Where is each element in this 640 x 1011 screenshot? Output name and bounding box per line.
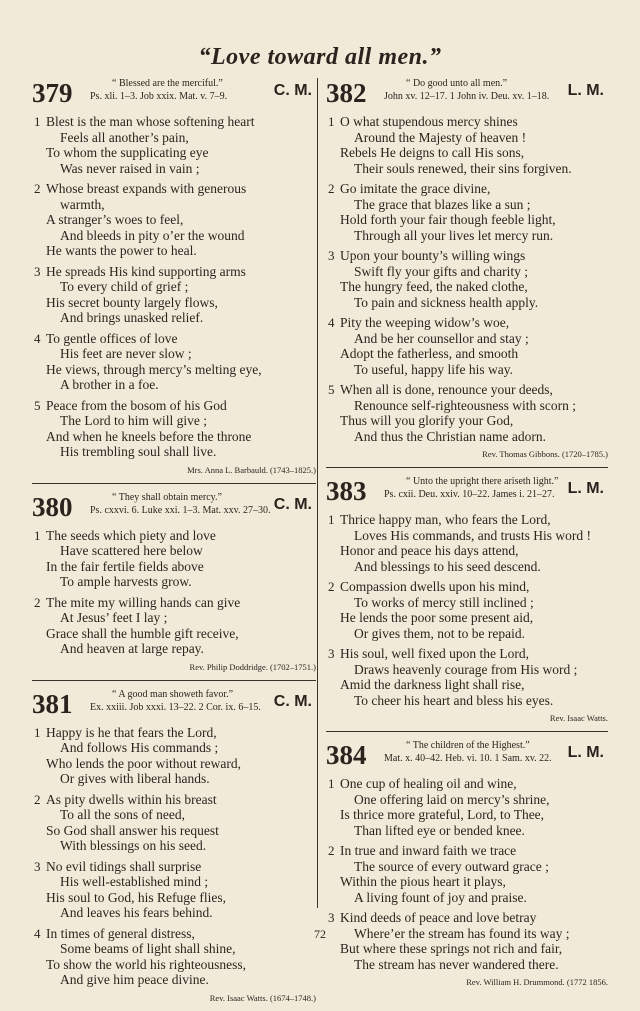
verse-line: Kind deeds of peace and love betray — [340, 910, 537, 925]
hymn-meter: L. M. — [567, 744, 604, 761]
verse-line: Is thrice more grateful, Lord, to Thee, — [340, 807, 545, 822]
hymn-author: Rev. Thomas Gibbons. (1720–1785.) — [482, 449, 608, 459]
hymn-header — [326, 78, 608, 114]
verse-number: 3 — [34, 858, 41, 874]
verse-number: 4 — [34, 925, 41, 941]
verse-number: 1 — [328, 776, 335, 791]
left-column — [32, 78, 316, 1011]
verse-line: The grace that blazes like a sun ; — [354, 196, 531, 212]
verse-line: A living fount of joy and praise. — [354, 889, 527, 905]
hymn — [32, 689, 316, 1003]
verse — [32, 331, 316, 393]
hymn-header — [326, 476, 608, 512]
verse-number: 1 — [34, 527, 41, 543]
verse-line: In the fair fertile fields above — [46, 558, 204, 574]
hymn-scripture-refs: Mat. x. 40–42. Heb. vi. 10. 1 Sam. xv. 22. — [384, 753, 552, 764]
verse-line: He wants the power to heal. — [46, 243, 197, 258]
verse-line: Or gives them, not to be repaid. — [354, 625, 525, 641]
verse-line: Swift fly your gifts and charity ; — [354, 263, 528, 279]
verse-line: To cheer his heart and bless his eyes. — [354, 692, 554, 708]
verse-line: Happy is he that fears the Lord, — [46, 724, 217, 740]
hymn-author: Rev. Isaac Watts. (1674–1748.) — [209, 992, 316, 1003]
verse-line: His soul, well fixed upon the Lord, — [340, 646, 529, 661]
verse-number: 4 — [34, 330, 41, 346]
hymn-title: “ The children of the Highest.” — [406, 740, 530, 751]
verse-line: Feels all another’s pain, — [60, 129, 189, 145]
verse-line: Loves His commands, and trusts His word ! — [354, 527, 591, 543]
verse-number: 2 — [328, 181, 335, 196]
verse-line: And thus the Christian name adorn. — [354, 428, 546, 444]
verse-line: And blessings to his seed descend. — [354, 558, 541, 574]
verse-line: Where’er the stream has found its way ; — [354, 925, 570, 941]
verse-number: 1 — [328, 512, 335, 527]
verse-line: One cup of healing oil and wine, — [340, 776, 517, 791]
verse-line: Compassion dwells upon his mind, — [340, 579, 530, 594]
verse-line: Or gives with liberal hands. — [60, 771, 210, 786]
verse-line: Around the Majesty of heaven ! — [354, 129, 527, 145]
verse-line: To pain and sickness health apply. — [354, 294, 539, 310]
verse-line: His well-established mind ; — [60, 874, 209, 889]
verse-line: Who lends the poor without reward, — [46, 755, 241, 771]
verse-number: 1 — [34, 114, 41, 129]
verse-line: But where these springs not rich and fair, — [340, 941, 563, 956]
verse-line: The hungry feed, the naked clothe, — [340, 279, 528, 294]
verse-line: And heaven at large repay. — [60, 641, 204, 656]
hymn-scripture-refs: Ps. xli. 1–3. Job xxix. Mat. v. 7–9. — [90, 91, 228, 102]
verse-line: Pity the weeping widow’s woe, — [340, 315, 510, 330]
verse-line: Thus will you glorify your God, — [340, 413, 514, 428]
verse-line: To gentle offices of love — [46, 330, 178, 346]
hymn-separator — [326, 731, 608, 732]
verse-line: Rebels He deigns to call His sons, — [340, 145, 525, 160]
verse-line: Upon your bounty’s willing wings — [340, 248, 526, 263]
verse-number: 4 — [328, 315, 335, 330]
hymn-number: 382 — [326, 78, 367, 108]
hymn-scripture-refs: Ps. cxxvi. 6. Luke xxi. 1–3. Mat. xxv. 27–30. — [90, 504, 271, 516]
hymn-number: 379 — [32, 78, 73, 108]
hymn-title: “ They shall obtain mercy.” — [112, 491, 222, 503]
verse-line: And give him peace divine. — [60, 972, 209, 987]
verse-line: The seeds which piety and love — [46, 527, 216, 543]
verse-line: His trembling soul shall live. — [60, 444, 217, 459]
verse-line: Grace shall the humble gift receive, — [46, 625, 239, 641]
verse-line: The stream has never wandered there. — [354, 956, 559, 972]
hymn-meter: C. M. — [273, 82, 312, 99]
verse-line: And bleeds in pity o’er the wound — [60, 227, 245, 243]
verse-number: 2 — [34, 594, 41, 610]
verse — [326, 382, 608, 444]
hymn-header — [32, 78, 316, 114]
verse-number: 2 — [328, 843, 335, 858]
verse-number: 1 — [34, 724, 41, 740]
verse — [32, 114, 316, 176]
verse — [32, 792, 316, 854]
verse — [32, 398, 316, 460]
verse-line: When all is done, renounce your deeds, — [340, 382, 553, 397]
verse-line: Thrice happy man, who fears the Lord, — [340, 512, 551, 527]
verse-number: 5 — [328, 382, 335, 397]
verse-line: To whom the supplicating eye — [46, 145, 209, 160]
verse — [326, 579, 608, 641]
verse-line: In true and inward faith we trace — [340, 843, 517, 858]
hymn-separator — [32, 680, 316, 681]
verse-line: To every child of grief ; — [60, 279, 189, 294]
verse-line: Blest is the man whose softening heart — [46, 114, 255, 129]
verse-line: Honor and peace his days attend, — [340, 543, 519, 558]
verse-line: A brother in a foe. — [60, 377, 159, 392]
verse-line: No evil tidings shall surprise — [46, 858, 202, 874]
right-column — [326, 78, 608, 995]
verse-number: 2 — [328, 579, 335, 594]
hymn-number: 383 — [326, 476, 367, 506]
verse — [326, 315, 608, 377]
verse — [326, 843, 608, 905]
hymn-meter: C. M. — [273, 495, 312, 513]
hymn-scripture-refs: John xv. 12–17. 1 John iv. Deu. xv. 1–18. — [384, 91, 550, 102]
verse-line: Than lifted eye or bended knee. — [354, 822, 525, 838]
verse-line: His soul to God, his Refuge flies, — [46, 889, 226, 905]
hymn — [326, 78, 608, 459]
hymn-title: “ A good man showeth favor.” — [112, 688, 234, 700]
verse — [326, 512, 608, 574]
verse-line: Go imitate the grace divine, — [340, 181, 491, 196]
verse-line: The mite my willing hands can give — [46, 594, 241, 610]
hymn — [326, 740, 608, 987]
verse-line: And be her counsellor and stay ; — [354, 330, 529, 346]
verse-line: Peace from the bosom of his God — [46, 397, 227, 413]
verse-line: In times of general distress, — [46, 925, 195, 941]
hymn — [32, 78, 316, 475]
verse-line: To useful, happy life his way. — [354, 361, 514, 377]
verse-number: 2 — [34, 181, 41, 196]
hymn-meter: C. M. — [273, 692, 312, 710]
verse-line: He spreads His kind supporting arms — [46, 263, 246, 279]
verse-line: Hold forth your fair though feeble light, — [340, 212, 556, 227]
hymn-number: 381 — [32, 688, 73, 719]
verse — [326, 114, 608, 176]
hymn-number: 384 — [326, 740, 367, 770]
verse — [32, 528, 316, 590]
verse-line: One offering laid on mercy’s shrine, — [354, 791, 550, 807]
hymn-header — [32, 492, 316, 528]
verse-line: So God shall answer his request — [46, 822, 219, 838]
hymn-header — [32, 689, 316, 725]
page-title: “Love toward all men.” — [198, 44, 442, 70]
hymn-number: 380 — [32, 491, 73, 522]
verse-line: As pity dwells within his breast — [46, 791, 217, 807]
hymn-title: “ Blessed are the merciful.” — [112, 78, 223, 89]
verse — [32, 859, 316, 921]
hymn-meter: L. M. — [567, 82, 604, 99]
verse-line: His secret bounty largely flows, — [46, 294, 218, 310]
verse-line: Have scattered here below — [60, 543, 203, 558]
verse-number: 1 — [328, 114, 335, 129]
verse-line: Within the pious heart it plays, — [340, 874, 506, 889]
verse-line: O what stupendous mercy shines — [340, 114, 518, 129]
verse-line: Whose breast expands with generous — [46, 181, 247, 196]
verse-line: Through all your lives let mercy run. — [354, 227, 554, 243]
hymn-title: “ Do good unto all men.” — [406, 78, 508, 89]
verse — [326, 776, 608, 838]
hymn-author: Rev. Philip Doddridge. (1702–1751.) — [189, 661, 316, 672]
verse-line: To show the world his righteousness, — [46, 956, 247, 972]
verse-line: He lends the poor some present aid, — [340, 610, 534, 625]
verse-line: Draws heavenly courage from His word ; — [354, 661, 578, 677]
verse — [32, 264, 316, 326]
verse-line: He views, through mercy’s melting eye, — [46, 361, 262, 377]
verse-line: The source of every outward grace ; — [354, 858, 549, 874]
verse — [326, 646, 608, 708]
verse-line: And brings unasked relief. — [60, 310, 204, 325]
hymn — [32, 492, 316, 672]
verse — [32, 181, 316, 259]
verse-line: warmth, — [60, 196, 105, 212]
column-divider — [317, 78, 318, 908]
hymn-title: “ Unto the upright there ariseth light.” — [406, 476, 559, 487]
hymn-separator — [326, 467, 608, 468]
verse-number: 3 — [328, 248, 335, 263]
verse — [326, 181, 608, 243]
verse-line: To ample harvests grow. — [60, 574, 192, 589]
verse — [326, 248, 608, 310]
verse-line: And leaves his fears behind. — [60, 905, 213, 920]
hymn-scripture-refs: Ex. xxiii. Job xxxi. 13–22. 2 Cor. ix. 6–15. — [90, 701, 261, 713]
verse-line: To works of mercy still inclined ; — [354, 594, 534, 610]
page-number: 72 — [314, 927, 326, 941]
hymn-scripture-refs: Ps. cxii. Deu. xxiv. 10–22. James i. 21–27. — [384, 489, 555, 500]
hymn-separator — [32, 483, 316, 484]
verse-number: 2 — [34, 791, 41, 807]
hymn — [326, 476, 608, 723]
verse-line: Their souls renewed, their sins forgiven. — [354, 160, 572, 176]
verse-line: Amid the darkness light shall rise, — [340, 677, 525, 692]
verse-line: A stranger’s woes to feel, — [46, 212, 184, 227]
verse-number: 3 — [34, 263, 41, 279]
verse — [32, 595, 316, 657]
verse-line: His feet are never slow ; — [60, 346, 192, 361]
verse-number: 3 — [328, 910, 335, 925]
verse-line: And when he kneels before the throne — [46, 428, 252, 444]
verse-number: 5 — [34, 397, 41, 413]
verse-line: The Lord to him will give ; — [60, 413, 207, 428]
verse-number: 3 — [328, 646, 335, 661]
verse-line: With blessings on his seed. — [60, 838, 207, 853]
verse-line: Was never raised in vain ; — [60, 160, 200, 176]
hymn-author: Rev. Isaac Watts. — [549, 713, 608, 723]
verse-line: Renounce self-righteousness with scorn ; — [354, 397, 576, 413]
hymn-meter: L. M. — [567, 480, 604, 497]
verse-line: Adopt the fatherless, and smooth — [340, 346, 519, 361]
verse-line: To all the sons of need, — [60, 807, 186, 822]
hymn-author: Rev. William H. Drummond. (1772 1856. — [466, 977, 608, 987]
verse — [32, 725, 316, 787]
hymn-header — [326, 740, 608, 776]
verse-line: Some beams of light shall shine, — [60, 941, 236, 956]
verse-line: At Jesus’ feet I lay ; — [60, 610, 168, 625]
verse-line: And follows His commands ; — [60, 740, 219, 755]
hymn-author: Mrs. Anna L. Barbauld. (1743–1825.) — [187, 464, 316, 475]
